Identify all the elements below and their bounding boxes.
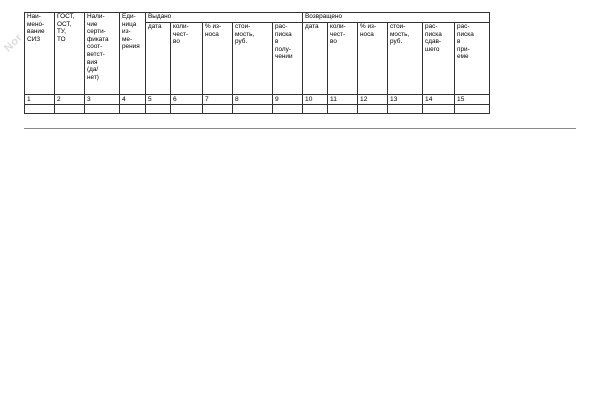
empty-table-row [25, 105, 490, 114]
column-number: 15 [455, 95, 490, 105]
empty-cell[interactable] [273, 105, 303, 114]
returned-quantity-header: коли- чест- во [328, 23, 358, 95]
empty-cell[interactable] [423, 105, 455, 114]
empty-cell[interactable] [388, 105, 423, 114]
col-header-standard: ГОСТ, ОСТ, ТУ, ТО [55, 13, 85, 95]
returned-cost-header: стои- мость, руб. [388, 23, 423, 95]
issued-quantity-header: коли- чест- во [171, 23, 203, 95]
column-number: 11 [328, 95, 358, 105]
column-number: 2 [55, 95, 85, 105]
issued-date-header: дата [146, 23, 171, 95]
column-number: 8 [233, 95, 273, 105]
empty-cell[interactable] [146, 105, 171, 114]
returned-handover-signature-header: рас- писка сдав- шего [423, 23, 455, 95]
empty-cell[interactable] [85, 105, 120, 114]
column-number: 6 [171, 95, 203, 105]
column-number: 14 [423, 95, 455, 105]
group-header-issued: Выдано [146, 13, 303, 23]
column-number: 10 [303, 95, 328, 105]
empty-cell[interactable] [55, 105, 85, 114]
column-number: 7 [203, 95, 233, 105]
empty-cell[interactable] [328, 105, 358, 114]
column-number: 4 [120, 95, 146, 105]
col-header-certificate: Нали- чие серти- фиката соот- ветст- вия (да/ нет) [85, 13, 120, 95]
issued-cost-header: стои- мость, руб. [233, 23, 273, 95]
column-number: 1 [25, 95, 55, 105]
col-header-unit: Еди- ница из- ме- рения [120, 13, 146, 95]
empty-cell[interactable] [120, 105, 146, 114]
column-number: 3 [85, 95, 120, 105]
empty-cell[interactable] [455, 105, 490, 114]
column-number: 5 [146, 95, 171, 105]
ppe-issue-table [24, 12, 490, 114]
empty-cell[interactable] [303, 105, 328, 114]
empty-cell[interactable] [203, 105, 233, 114]
issued-receipt-header: рас- писка в полу- чении [273, 23, 303, 95]
returned-wear-header: % из- носа [358, 23, 388, 95]
empty-cell[interactable] [171, 105, 203, 114]
col-header-name: Наи- мено- вание СИЗ [25, 13, 55, 95]
watermark-text: Nor [2, 31, 25, 55]
column-number: 13 [388, 95, 423, 105]
issued-wear-header: % из- носа [203, 23, 233, 95]
empty-cell[interactable] [358, 105, 388, 114]
column-number: 9 [273, 95, 303, 105]
returned-date-header: дата [303, 23, 328, 95]
returned-acceptance-signature-header: рас- писка в при- еме [455, 23, 490, 95]
empty-cell[interactable] [233, 105, 273, 114]
group-header-returned: Возвращено [303, 13, 490, 23]
empty-cell[interactable] [25, 105, 55, 114]
page-divider [24, 128, 576, 129]
column-number: 12 [358, 95, 388, 105]
